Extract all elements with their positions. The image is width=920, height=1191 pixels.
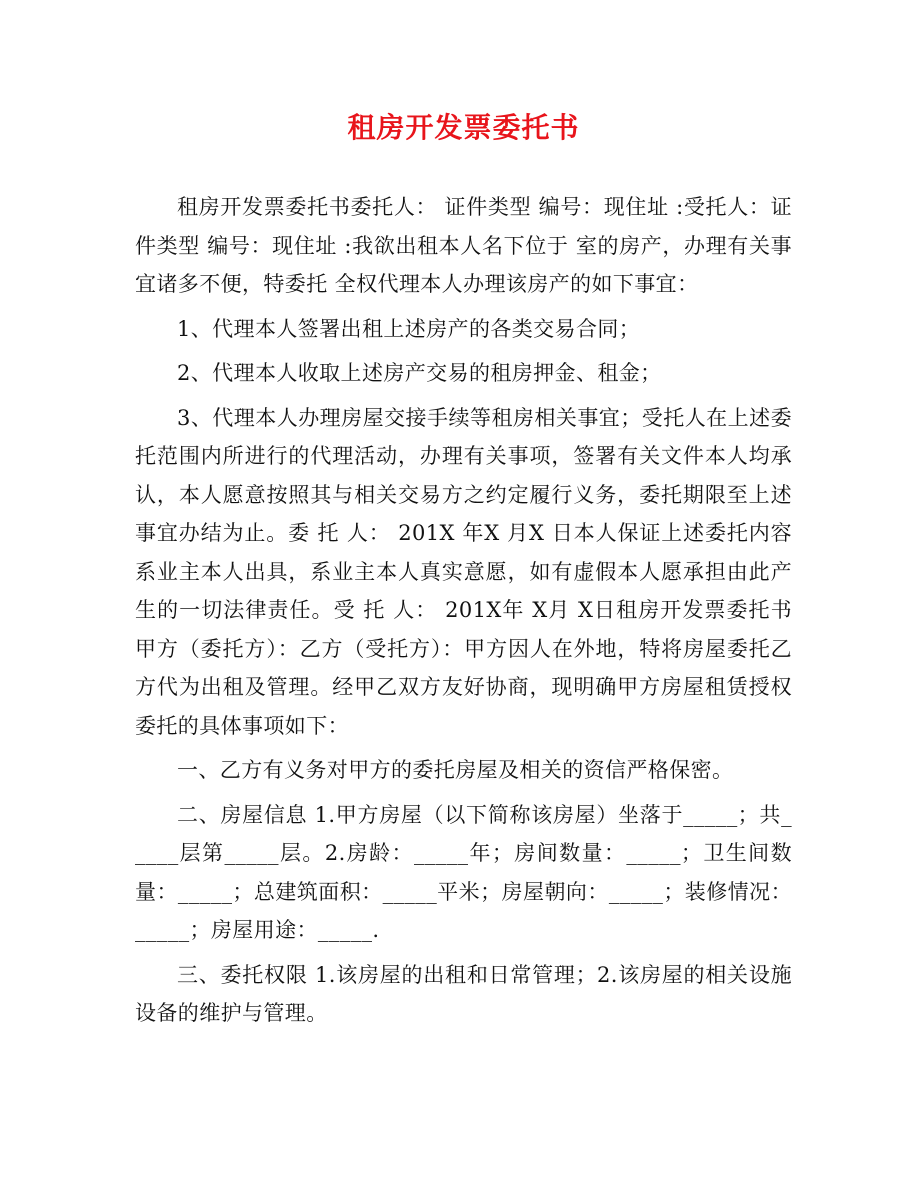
paragraph-intro: 租房开发票委托书委托人： 证件类型 编号：现住址 :受托人：证件类型 编号：现住址 :我欲出租本人名下位于 室的房产，办理有关事宜诸多不便，特委托 全权代理本人办理该房产的如下事宜： (135, 195, 792, 296)
paragraph-item-2: 2、代理本人收取上述房产交易的租房押金、租金； (177, 361, 662, 385)
paragraph-section-1: 一、乙方有义务对甲方的委托房屋及相关的资信严格保密。 (177, 758, 734, 782)
document-title: 租房开发票委托书 (347, 111, 580, 144)
paragraph-item-3: 3、代理本人办理房屋交接手续等租房相关事宜；受托人在上述委托范围内所进行的代理活动，办理有关事项，签署有关文件本人均承认，本人愿意按照其与相关交易方之约定履行义务，委托期限至上述事宜办结为止。委 托 人： 201X 年X 月X 日本人保证上述委托内容系业主本人出具，系业主本人真实意愿，如有虚假本人愿承担由此产生的一切法律责任。受 托 人： 201X年 X月 X日租房开发票委托书甲方（委托方）：乙方（受托方）：甲方因人在外地，特将房屋委托乙方代为出租及管理。经甲乙双方友好协商，现明确甲方房屋租赁授权委托的具体事项如下： (135, 405, 792, 738)
paragraph-item-1: 1、代理本人签署出租上述房产的各类交易合同； (177, 316, 641, 341)
paragraph-section-3: 三、委托权限 1.该房屋的出租和日常管理；2.该房屋的相关设施设备的维护与管理。 (135, 962, 792, 1025)
paragraph-section-2: 二、房屋信息 1.甲方房屋（以下简称该房屋）坐落于_____；共_____层第_____层。2.房龄：_____年；房间数量：_____；卫生间数量：_____；总建筑面积：_____平米；房屋朝向：_____；装修情况：_____；房屋用途：_____. (135, 802, 792, 942)
